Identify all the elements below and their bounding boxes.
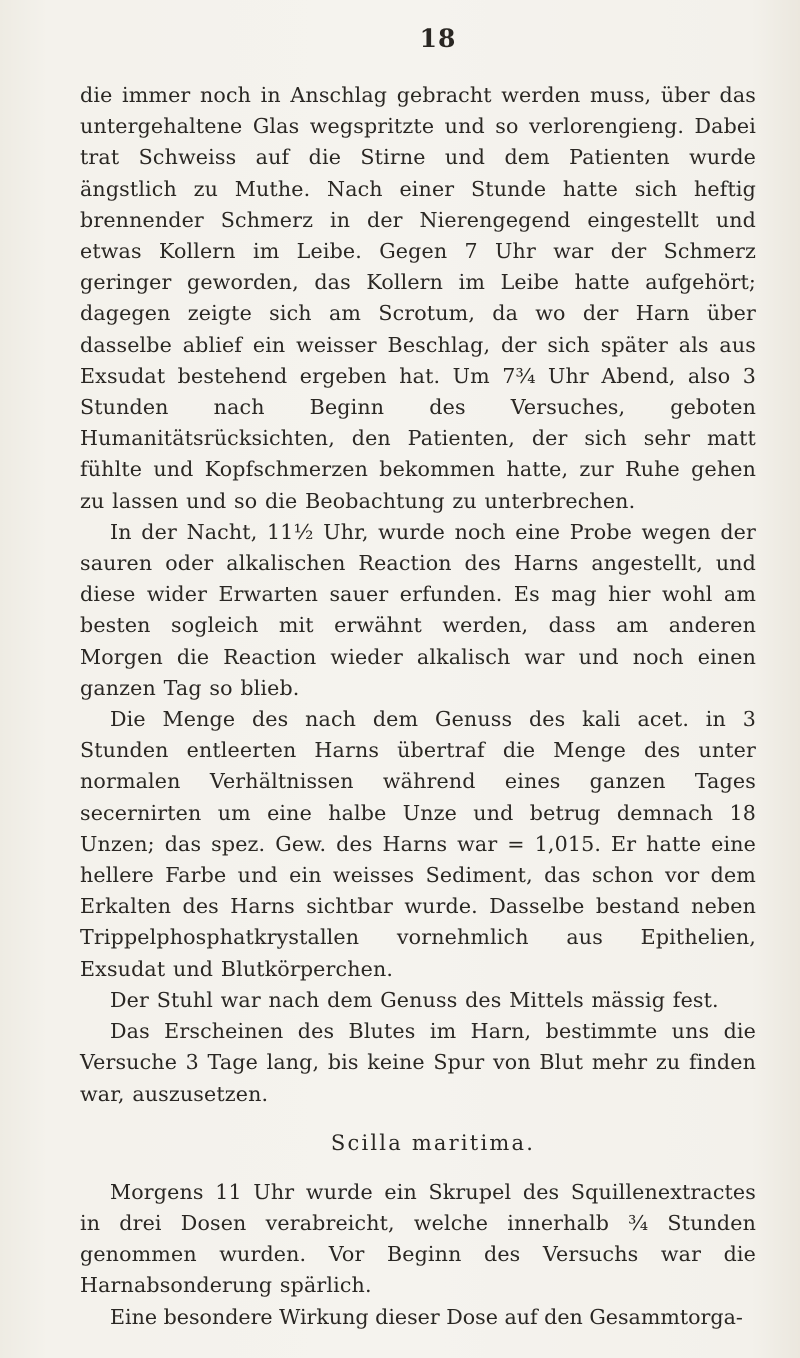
paragraph: Morgens 11 Uhr wurde ein Skrupel des Squillenextractes in drei Dosen verabreicht, welche innerhalb ¾ Stunden genommen wurden. Vor Beginn des Versuchs war die Harnabsonderung spärlich. — [80, 1179, 756, 1298]
continuation-line: Eine besondere Wirkung dieser Dose auf den Gesammtorga- — [110, 1304, 743, 1329]
paragraph: In der Nacht, 11½ Uhr, wurde noch eine Probe wegen der sauren oder alkalischen Reaction des Harns angestellt, und diese wider Erwarten sauer erfunden. Es mag hier wohl am besten sogleich mit erwähnt werden, dass am anderen Morgen die Reaction wieder alkalisch war und noch einen ganzen Tag so blieb. — [80, 519, 756, 700]
section-heading: Scilla maritima. — [330, 1130, 536, 1155]
page-number: 18 — [419, 24, 457, 53]
paragraph: Das Erscheinen des Blutes im Harn, bestimmte uns die Versuche 3 Tage lang, bis keine Spur von Blut mehr zu finden war, auszusetzen. — [80, 1019, 756, 1106]
paragraph: die immer noch in Anschlag gebracht werden muss, über das untergehaltene Glas wegspritzte und so verlorengieng. Dabei trat Schweiss auf die Stirne und dem Patienten wurde ängstlich zu Muthe. Nach einer Stunde hatte sich heftig brennender Schmerz in der Nierengegend eingestellt und etwas Kollern im Leibe. Gegen 7 Uhr war der Schmerz geringer geworden, das Kollern im Leibe hatte aufgehört; dagegen zeigte sich am Scrotum, da wo der Harn über dasselbe ablief ein weisser Beschlag, der sich später als aus Exsudat bestehend ergeben hat. Um 7¾ Uhr Abend, also 3 Stunden nach Beginn des Versuches, geboten Humanitätsrücksichten, den Patienten, der sich sehr matt fühlte und Kopfschmerzen bekommen hatte, zur Ruhe gehen zu lassen und so die Beobachtung zu unterbrechen. — [80, 83, 756, 513]
paragraph: Der Stuhl war nach dem Genuss des Mittels mässig fest. — [110, 987, 719, 1012]
paragraph: Die Menge des nach dem Genuss des kali acet. in 3 Stunden entleerten Harns übertraf die Menge des unter normalen Verhältnissen während eines ganzen Tages secernirten um eine halbe Unze und betrug demnach 18 Unzen; das spez. Gew. des Harns war = 1,015. Er hatte eine hellere Farbe und ein weisses Sediment, das schon vor dem Erkalten des Harns sichtbar wurde. Dasselbe bestand neben Trippelphosphatkrystallen vornehmlich aus Epithelien, Exsudat und Blutkörperchen. — [80, 707, 756, 981]
